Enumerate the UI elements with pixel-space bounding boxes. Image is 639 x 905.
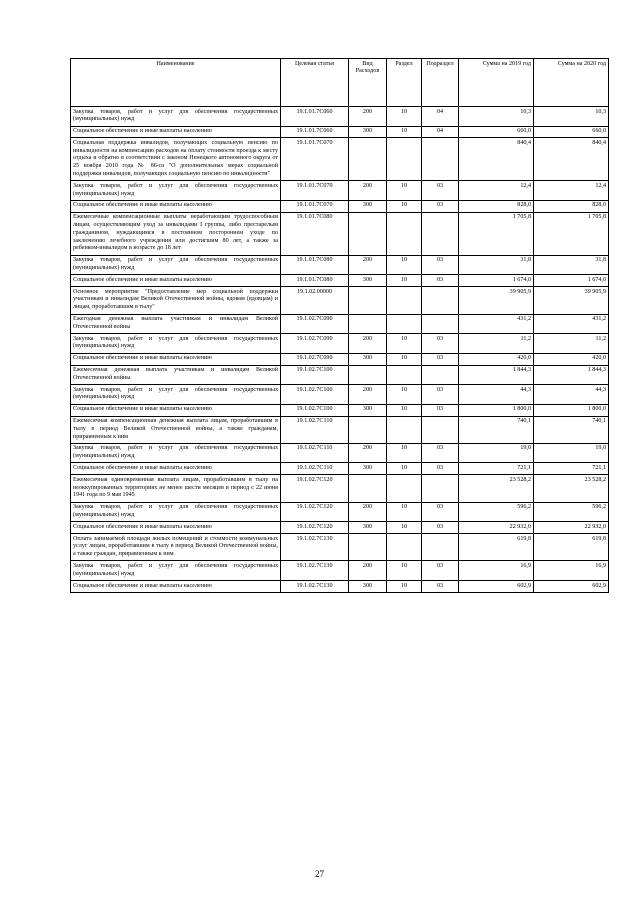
- cell-name: Основное мероприятие "Предоставление мер социальной поддержки участникам и инвалидам Великой Отечественной войны, вдовам (вдовцам) и лицам, проработавшим в тылу": [71, 287, 281, 314]
- cell-sum-2020: 44,3: [534, 385, 609, 405]
- cell-vid-rashodov: 200: [349, 385, 387, 405]
- cell-sum-2020: 619,8: [534, 534, 609, 561]
- cell-target-article: 19.1.02.7С100: [281, 365, 349, 385]
- cell-razdel: 10: [387, 126, 422, 138]
- cell-name: Социальное обеспечение и иные выплаты населению: [71, 522, 281, 534]
- cell-sum-2019: 420,0: [459, 353, 534, 365]
- table-row: [71, 404, 609, 416]
- cell-sum-2019: 1 844,3: [459, 365, 534, 385]
- cell-sum-2019: 596,2: [459, 502, 534, 522]
- cell-name: Социальное обеспечение и иные выплаты населению: [71, 353, 281, 365]
- cell-sum-2019: 31,8: [459, 255, 534, 275]
- cell-name: Оплата занимаемой площади жилых помещений и стоимости коммунальных услуг лицам, проработавшим в тылу в период Великой Отечественной войны, а также граждан, приравненным к ним: [71, 534, 281, 561]
- cell-podrazdel: 04: [422, 126, 459, 138]
- cell-razdel: [387, 475, 422, 502]
- cell-target-article: 19.1.02.7С110: [281, 463, 349, 475]
- cell-vid-rashodov: [349, 287, 387, 314]
- cell-target-article: 19.1.01.7С070: [281, 138, 349, 181]
- cell-target-article: 19.1.02.7С090: [281, 314, 349, 334]
- cell-vid-rashodov: 200: [349, 107, 387, 127]
- cell-target-article: 19.1.02.7С130: [281, 581, 349, 593]
- cell-target-article: 19.1.01.7С070: [281, 200, 349, 212]
- cell-podrazdel: 03: [422, 353, 459, 365]
- table-row: [71, 255, 609, 275]
- column-header-target-article: Целевая статья: [281, 59, 349, 107]
- cell-vid-rashodov: 200: [349, 334, 387, 354]
- cell-target-article: 19.1.01.7С060: [281, 107, 349, 127]
- cell-razdel: 10: [387, 443, 422, 463]
- cell-sum-2020: 19,0: [534, 443, 609, 463]
- cell-name: Закупка товаров, работ и услуг для обеспечения государственных (муниципальных) нужд: [71, 334, 281, 354]
- cell-podrazdel: 03: [422, 255, 459, 275]
- table-row: [71, 416, 609, 443]
- table-header: [71, 59, 609, 107]
- cell-podrazdel: 03: [422, 443, 459, 463]
- cell-name: Социальное обеспечение и иные выплаты населению: [71, 463, 281, 475]
- cell-sum-2020: 1 844,3: [534, 365, 609, 385]
- cell-vid-rashodov: [349, 138, 387, 181]
- table-body: [71, 107, 609, 593]
- cell-razdel: [387, 138, 422, 181]
- cell-target-article: 19.1.01.7С080: [281, 275, 349, 287]
- cell-sum-2020: 596,2: [534, 502, 609, 522]
- cell-vid-rashodov: [349, 365, 387, 385]
- cell-razdel: 10: [387, 275, 422, 287]
- cell-target-article: 19.1.02.7С100: [281, 385, 349, 405]
- cell-podrazdel: [422, 416, 459, 443]
- cell-name: Закупка товаров, работ и услуг для обеспечения государственных (муниципальных) нужд: [71, 255, 281, 275]
- cell-vid-rashodov: 200: [349, 502, 387, 522]
- cell-vid-rashodov: 200: [349, 255, 387, 275]
- cell-name: Социальное обеспечение и иные выплаты населению: [71, 404, 281, 416]
- cell-target-article: 19.1.02.7С110: [281, 443, 349, 463]
- cell-sum-2020: 39 905,9: [534, 287, 609, 314]
- cell-sum-2019: 39 905,9: [459, 287, 534, 314]
- cell-razdel: 10: [387, 255, 422, 275]
- cell-sum-2020: 31,8: [534, 255, 609, 275]
- cell-name: Ежемесячная денежная выплата участникам и инвалидам Великой Отечественной войны: [71, 365, 281, 385]
- cell-podrazdel: 03: [422, 502, 459, 522]
- cell-podrazdel: 03: [422, 522, 459, 534]
- table-row: [71, 334, 609, 354]
- cell-sum-2019: 12,4: [459, 181, 534, 201]
- cell-target-article: 19.1.02.00000: [281, 287, 349, 314]
- cell-sum-2019: 23 528,2: [459, 475, 534, 502]
- table-row: [71, 534, 609, 561]
- column-header-razdel: Раздел: [387, 59, 422, 107]
- cell-razdel: 10: [387, 561, 422, 581]
- cell-sum-2019: 10,3: [459, 107, 534, 127]
- cell-vid-rashodov: [349, 416, 387, 443]
- table-row: [71, 353, 609, 365]
- cell-vid-rashodov: 300: [349, 126, 387, 138]
- cell-vid-rashodov: 300: [349, 463, 387, 475]
- cell-sum-2020: 11,2: [534, 334, 609, 354]
- budget-table: [70, 58, 609, 593]
- cell-sum-2019: 602,9: [459, 581, 534, 593]
- cell-name: Ежемесячные компенсационные выплаты неработающим трудоспособным лицам, осуществляющим уход за инвалидами I группы, либо престарелым гражданином, нуждающимся в постоянном постороннем уходе по заключению лечебного учреждения или достигшим 80 лет, а также за ребенком-инвалидом в возрасте до 18 лет: [71, 212, 281, 255]
- cell-sum-2020: 740,1: [534, 416, 609, 443]
- cell-target-article: 19.1.01.7С070: [281, 181, 349, 201]
- cell-vid-rashodov: 300: [349, 522, 387, 534]
- column-header-name: Наименование: [71, 59, 281, 107]
- cell-sum-2020: 420,0: [534, 353, 609, 365]
- cell-podrazdel: 03: [422, 181, 459, 201]
- cell-razdel: [387, 314, 422, 334]
- cell-podrazdel: [422, 212, 459, 255]
- cell-sum-2019: 660,0: [459, 126, 534, 138]
- cell-name: Ежегодная денежная выплата участникам и инвалидам Великой Отечественной войны: [71, 314, 281, 334]
- cell-podrazdel: 03: [422, 334, 459, 354]
- cell-target-article: 19.1.02.7С090: [281, 334, 349, 354]
- table-row: [71, 475, 609, 502]
- cell-sum-2020: 660,0: [534, 126, 609, 138]
- table-header-row: [71, 59, 609, 107]
- cell-sum-2019: 840,4: [459, 138, 534, 181]
- table-row: [71, 463, 609, 475]
- table-row: [71, 522, 609, 534]
- cell-target-article: 19.1.01.7С080: [281, 212, 349, 255]
- cell-sum-2019: 19,0: [459, 443, 534, 463]
- cell-sum-2019: 16,9: [459, 561, 534, 581]
- cell-vid-rashodov: [349, 475, 387, 502]
- table-row: [71, 502, 609, 522]
- cell-vid-rashodov: [349, 534, 387, 561]
- cell-podrazdel: 03: [422, 463, 459, 475]
- cell-target-article: 19.1.02.7С110: [281, 416, 349, 443]
- cell-vid-rashodov: 300: [349, 200, 387, 212]
- cell-razdel: 10: [387, 353, 422, 365]
- cell-razdel: 10: [387, 334, 422, 354]
- cell-sum-2020: 22 932,0: [534, 522, 609, 534]
- table-row: [71, 287, 609, 314]
- cell-sum-2019: 44,3: [459, 385, 534, 405]
- cell-target-article: 19.1.01.7С060: [281, 126, 349, 138]
- page-number: 27: [315, 869, 324, 879]
- cell-target-article: 19.1.02.7С100: [281, 404, 349, 416]
- cell-name: Ежемесячная компенсационная денежная выплата лицам, проработавшим в тылу в период Великой Отечественной войны, а также гражданам, приравненным к ним: [71, 416, 281, 443]
- cell-podrazdel: [422, 287, 459, 314]
- cell-razdel: [387, 212, 422, 255]
- cell-name: Закупка товаров, работ и услуг для обеспечения государственных (муниципальных) нужд: [71, 385, 281, 405]
- cell-sum-2019: 11,2: [459, 334, 534, 354]
- cell-podrazdel: [422, 475, 459, 502]
- cell-sum-2019: 619,8: [459, 534, 534, 561]
- cell-podrazdel: [422, 365, 459, 385]
- cell-vid-rashodov: 200: [349, 181, 387, 201]
- cell-podrazdel: 04: [422, 107, 459, 127]
- cell-name: Закупка товаров, работ и услуг для обеспечения государственных (муниципальных) нужд: [71, 181, 281, 201]
- cell-sum-2019: 1 674,0: [459, 275, 534, 287]
- column-header-podrazdel: Подраздел: [422, 59, 459, 107]
- cell-razdel: 10: [387, 522, 422, 534]
- cell-name: Социальное обеспечение и иные выплаты населению: [71, 200, 281, 212]
- cell-sum-2019: 740,1: [459, 416, 534, 443]
- cell-razdel: 10: [387, 502, 422, 522]
- cell-razdel: [387, 365, 422, 385]
- cell-sum-2019: 1 705,8: [459, 212, 534, 255]
- column-header-sum-2019: Сумма на 2019 год: [459, 59, 534, 107]
- cell-podrazdel: [422, 534, 459, 561]
- cell-podrazdel: 03: [422, 275, 459, 287]
- table-row: [71, 212, 609, 255]
- cell-sum-2020: 721,1: [534, 463, 609, 475]
- cell-target-article: 19.1.02.7С090: [281, 353, 349, 365]
- cell-razdel: 10: [387, 181, 422, 201]
- table-row: [71, 385, 609, 405]
- table-row: [71, 314, 609, 334]
- cell-vid-rashodov: [349, 314, 387, 334]
- cell-vid-rashodov: 300: [349, 275, 387, 287]
- cell-podrazdel: 03: [422, 404, 459, 416]
- cell-razdel: 10: [387, 581, 422, 593]
- cell-sum-2019: 431,2: [459, 314, 534, 334]
- cell-podrazdel: [422, 138, 459, 181]
- cell-podrazdel: 03: [422, 581, 459, 593]
- cell-name: Ежемесячная единовременная выплата лицам, проработавшим в тылу на неоккупированных территориях не менее шести месяцев в период с 22 июня 1941 года по 9 мая 1945: [71, 475, 281, 502]
- cell-razdel: 10: [387, 107, 422, 127]
- cell-vid-rashodov: 200: [349, 443, 387, 463]
- table-row: [71, 581, 609, 593]
- cell-sum-2019: 22 932,0: [459, 522, 534, 534]
- cell-name: Социальное обеспечение и иные выплаты населению: [71, 275, 281, 287]
- cell-razdel: [387, 287, 422, 314]
- column-header-vid-rashodov: Вид Расходов: [349, 59, 387, 107]
- cell-vid-rashodov: 300: [349, 581, 387, 593]
- cell-razdel: 10: [387, 404, 422, 416]
- cell-name: Закупка товаров, работ и услуг для обеспечения государственных (муниципальных) нужд: [71, 561, 281, 581]
- table-row: [71, 181, 609, 201]
- cell-podrazdel: 03: [422, 385, 459, 405]
- cell-target-article: 19.1.01.7С080: [281, 255, 349, 275]
- cell-podrazdel: [422, 314, 459, 334]
- cell-name: Закупка товаров, работ и услуг для обеспечения государственных (муниципальных) нужд: [71, 107, 281, 127]
- cell-name: Закупка товаров, работ и услуг для обеспечения государственных (муниципальных) нужд: [71, 502, 281, 522]
- cell-target-article: 19.1.02.7С130: [281, 561, 349, 581]
- cell-sum-2020: 1 800,0: [534, 404, 609, 416]
- cell-sum-2019: 721,1: [459, 463, 534, 475]
- cell-name: Закупка товаров, работ и услуг для обеспечения государственных (муниципальных) нужд: [71, 443, 281, 463]
- cell-name: Социальное обеспечение и иные выплаты населению: [71, 126, 281, 138]
- cell-sum-2020: 10,3: [534, 107, 609, 127]
- table-row: [71, 107, 609, 127]
- cell-sum-2020: 840,4: [534, 138, 609, 181]
- cell-razdel: [387, 534, 422, 561]
- cell-razdel: [387, 416, 422, 443]
- cell-podrazdel: 03: [422, 200, 459, 212]
- cell-podrazdel: 03: [422, 561, 459, 581]
- column-header-sum-2020: Сумма на 2020 год: [534, 59, 609, 107]
- cell-sum-2019: 1 800,0: [459, 404, 534, 416]
- cell-vid-rashodov: 300: [349, 404, 387, 416]
- cell-target-article: 19.1.02.7С120: [281, 522, 349, 534]
- table-row: [71, 365, 609, 385]
- cell-vid-rashodov: 300: [349, 353, 387, 365]
- cell-razdel: 10: [387, 463, 422, 475]
- cell-sum-2019: 828,0: [459, 200, 534, 212]
- table-row: [71, 200, 609, 212]
- table-row: [71, 138, 609, 181]
- cell-sum-2020: 16,9: [534, 561, 609, 581]
- cell-sum-2020: 431,2: [534, 314, 609, 334]
- cell-name: Социальная поддержка инвалидов, получающих социальную пенсию по инвалидности на компенсацию расходов на оплату стоимости проезда к месту отдыха и обратно в соответствии с законом Ненецкого автономного округа от 25 ноября 2010 года № 86-оз "О дополнительных мерах социальной поддержки инвалидов, получающих социальную пенсию по инвалидности": [71, 138, 281, 181]
- cell-target-article: 19.1.02.7С120: [281, 475, 349, 502]
- cell-vid-rashodov: 200: [349, 561, 387, 581]
- cell-target-article: 19.1.02.7С130: [281, 534, 349, 561]
- cell-razdel: 10: [387, 385, 422, 405]
- cell-sum-2020: 1 705,8: [534, 212, 609, 255]
- cell-sum-2020: 12,4: [534, 181, 609, 201]
- cell-vid-rashodov: [349, 212, 387, 255]
- table-row: [71, 275, 609, 287]
- table-row: [71, 126, 609, 138]
- cell-target-article: 19.1.02.7С120: [281, 502, 349, 522]
- cell-name: Социальное обеспечение и иные выплаты населению: [71, 581, 281, 593]
- table-row: [71, 561, 609, 581]
- table-row: [71, 443, 609, 463]
- cell-sum-2020: 602,9: [534, 581, 609, 593]
- cell-razdel: 10: [387, 200, 422, 212]
- cell-sum-2020: 23 528,2: [534, 475, 609, 502]
- cell-sum-2020: 1 674,0: [534, 275, 609, 287]
- cell-sum-2020: 828,0: [534, 200, 609, 212]
